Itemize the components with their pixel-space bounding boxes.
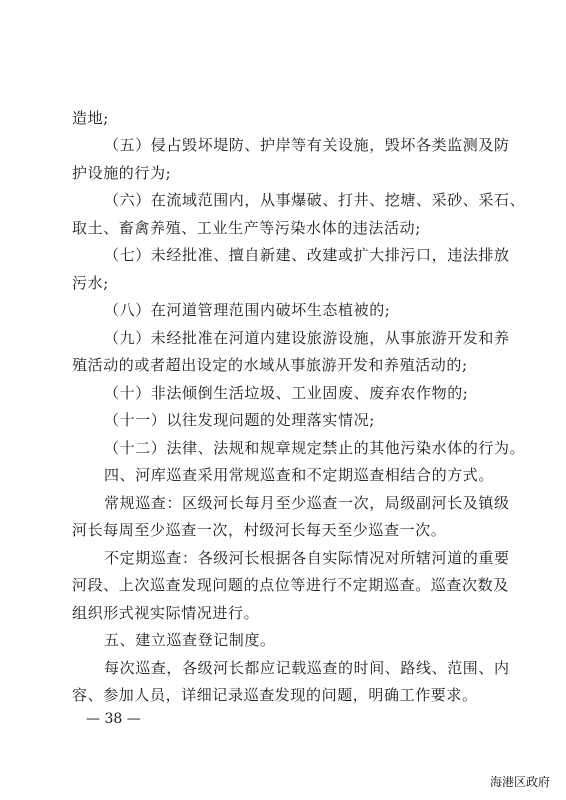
text-line: （十）非法倾倒生活垃圾、工业固废、废弃农作物的; [104, 384, 469, 402]
text-line: 每次巡查，各级河长都应记载巡查的时间、路线、范围、内 [104, 659, 510, 677]
text-line: 河段、上次巡查发现问题的点位等进行不定期巡查。巡查次数及 [72, 576, 509, 594]
text-line: 四、河库巡查采用常规巡查和不定期巡查相结合的方式。 [104, 466, 495, 484]
text-line: （九）未经批准在河道内建设旅游设施，从事旅游开发和养 [104, 329, 510, 347]
text-line: 组织形式视实际情况进行。 [72, 604, 260, 622]
text-line: 护设施的行为; [72, 164, 172, 182]
text-line: 污水; [72, 274, 109, 292]
text-line: 殖活动的或者超出设定的水域从事旅游开发和养殖活动的; [72, 356, 468, 374]
text-line: 河长每周至少巡查一次，村级河长每天至少巡查一次。 [72, 521, 447, 539]
text-line: （五）侵占毁坏堤防、护岸等有关设施，毁坏各类监测及防 [104, 136, 510, 154]
text-line: （十一）以往发现问题的处理落实情况; [104, 411, 375, 429]
text-line: 造地; [72, 109, 109, 127]
text-line: 容、参加人员，详细记录巡查发现的问题，明确工作要求。 [72, 686, 478, 704]
text-line: 不定期巡查：各级河长根据各自实际情况对所辖河道的重要 [104, 549, 510, 567]
text-line: （十二）法律、法规和规章规定禁止的其他污染水体的行为。 [104, 439, 526, 457]
text-line: 五、建立巡查登记制度。 [104, 631, 276, 649]
text-line: （六）在流域范围内，从事爆破、打井、挖塘、采砂、采石、 [104, 191, 526, 209]
text-line: 取土、畜禽养殖、工业生产等污染水体的违法活动; [72, 219, 421, 237]
text-line: 常规巡查：区级河长每月至少巡查一次，局级副河长及镇级 [104, 494, 510, 512]
site-watermark: 海港区政府 [489, 775, 550, 789]
page-number: — 38 — [86, 711, 141, 727]
text-line: （八）在河道管理范围内破坏生态植被的; [104, 301, 391, 319]
text-line: （七）未经批准、擅自新建、改建或扩大排污口，违法排放 [104, 246, 510, 264]
